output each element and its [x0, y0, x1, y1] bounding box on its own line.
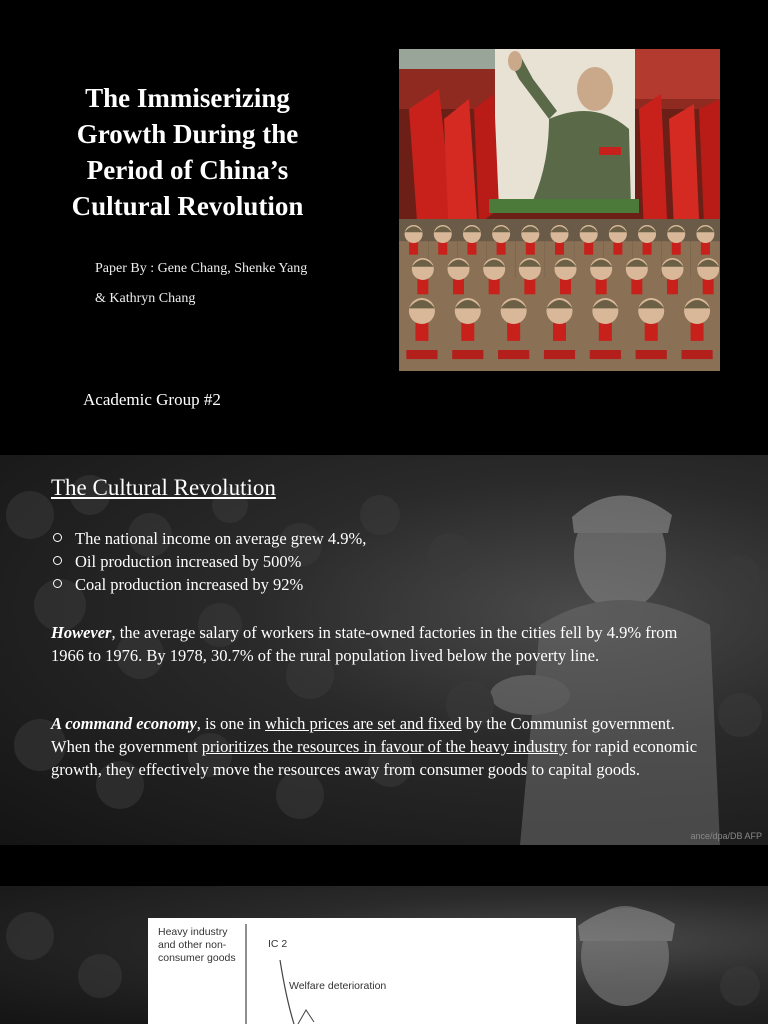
crowd-figure-scarf [553, 323, 566, 341]
underlined-text: which prices are set and fixed [265, 714, 462, 733]
crowd-figure-scarf [667, 279, 678, 294]
command-economy-paragraph [51, 712, 711, 781]
y-axis-label-line: and other non- [158, 939, 227, 951]
crowd-figure-scarf [409, 242, 418, 255]
crowd-figure-book [452, 350, 483, 359]
section-heading: The Cultural Revolution [51, 475, 276, 500]
crowd-figure-scarf [631, 279, 642, 294]
crowd-figure-scarf [417, 279, 428, 294]
bullet-text: Oil production increased by 500% [75, 552, 302, 571]
crowd-figure-cap [609, 226, 627, 232]
crowd-figure-cap [696, 226, 714, 232]
list-item [51, 527, 366, 550]
crowd-figure-scarf [526, 242, 535, 255]
crowd-figure-book [636, 350, 667, 359]
author-line: & Kathryn Chang [95, 291, 196, 306]
crowd-figure-cap [405, 226, 423, 232]
crowd-figure-scarf [672, 242, 681, 255]
crowd-figure-scarf [703, 279, 714, 294]
crowd-figure-cap [463, 226, 481, 232]
crowd-figure-book [544, 350, 575, 359]
crowd-figure-scarf [453, 279, 464, 294]
annotation-label: Welfare deterioration [289, 980, 387, 992]
crowd-figure-scarf [584, 242, 593, 255]
photo-credit: ance/dpa/DB AFP [690, 831, 762, 841]
crowd-figure-scarf [599, 323, 612, 341]
crowd-figure-cap [434, 226, 452, 232]
title-line: The Immiserizing [85, 83, 290, 113]
crowd-figure-cap [551, 226, 569, 232]
paragraph-text: , is one in [196, 714, 266, 733]
crowd-figure-scarf [691, 323, 704, 341]
list-item [51, 573, 366, 596]
crowd-figure-scarf [507, 323, 520, 341]
crowd-figure-book [498, 350, 529, 359]
bullet-icon [53, 579, 62, 588]
crowd-figure-scarf [613, 242, 622, 255]
bullet-icon [53, 556, 62, 565]
authors [95, 254, 307, 314]
y-axis-label-line: consumer goods [158, 952, 236, 964]
crowd-figure-cap [521, 226, 539, 232]
crowd-figure-scarf [524, 279, 535, 294]
bullet-list [51, 527, 366, 596]
indifference-curve-chart [148, 918, 576, 1024]
list-item [51, 550, 366, 573]
paragraph-text: by the Communist government. When the government [51, 714, 675, 756]
chart-lines [148, 918, 576, 1024]
crowd-figure-cap [638, 226, 656, 232]
propaganda-photo [399, 49, 720, 371]
crowd-figure-book [406, 350, 437, 359]
crowd-figure-cap [667, 226, 685, 232]
crowd-figure-scarf [438, 242, 447, 255]
emphasis: However [51, 623, 112, 642]
crowd-figure-book [681, 350, 712, 359]
crowd-figure-scarf [643, 242, 652, 255]
crowd-figure-scarf [645, 323, 658, 341]
crowd-figure-scarf [555, 242, 564, 255]
bullet-icon [53, 533, 62, 542]
title-slide [0, 0, 768, 440]
indifference-curve [280, 960, 294, 1024]
author-line: Paper By : Gene Chang, Shenke Yang [95, 261, 308, 276]
crowd-illustration [399, 49, 720, 371]
crowd-figure-book [590, 350, 621, 359]
bullet-text: The national income on average grew 4.9%, [75, 529, 367, 548]
crowd-figure-scarf [489, 279, 500, 294]
underlined-text: prioritizes the resources in favour of the heavy industry [201, 737, 568, 756]
crowd-figure-scarf [467, 242, 476, 255]
crowd-figure-scarf [701, 242, 710, 255]
emphasis: A command economy [51, 714, 197, 733]
y-axis-label-line: Heavy industry [158, 926, 228, 938]
bullet-text: Coal production increased by 92% [75, 575, 304, 594]
crowd-figure-scarf [596, 279, 607, 294]
crowd-figure-scarf [415, 323, 428, 341]
crowd-figure-cap [492, 226, 510, 232]
crowd-figure-scarf [497, 242, 506, 255]
crowd-figure-scarf [560, 279, 571, 294]
paragraph-text: , the average salary of workers in state-owned factories in the cities fell by 4.9% from 1966 to 1976. By 1978, 30.7% of the rural population lived below the poverty line. [51, 623, 678, 665]
chart-slide [0, 886, 768, 1024]
title-line: Growth During the [76, 119, 299, 149]
academic-group: Academic Group #2 [83, 390, 221, 409]
curve-fragment [298, 1010, 314, 1024]
however-paragraph [51, 621, 711, 667]
paragraph-text: for rapid economic growth, they effectively move the resources away from consumer goods to capital goods. [51, 737, 698, 779]
cultural-revolution-slide [0, 455, 768, 845]
crowd-figure-scarf [461, 323, 474, 341]
title-line: Cultural Revolution [71, 191, 304, 221]
curve-label: IC 2 [268, 938, 288, 950]
crowd-figure-cap [580, 226, 598, 232]
slide-title [40, 80, 335, 224]
title-line: Period of China’s [86, 155, 289, 185]
